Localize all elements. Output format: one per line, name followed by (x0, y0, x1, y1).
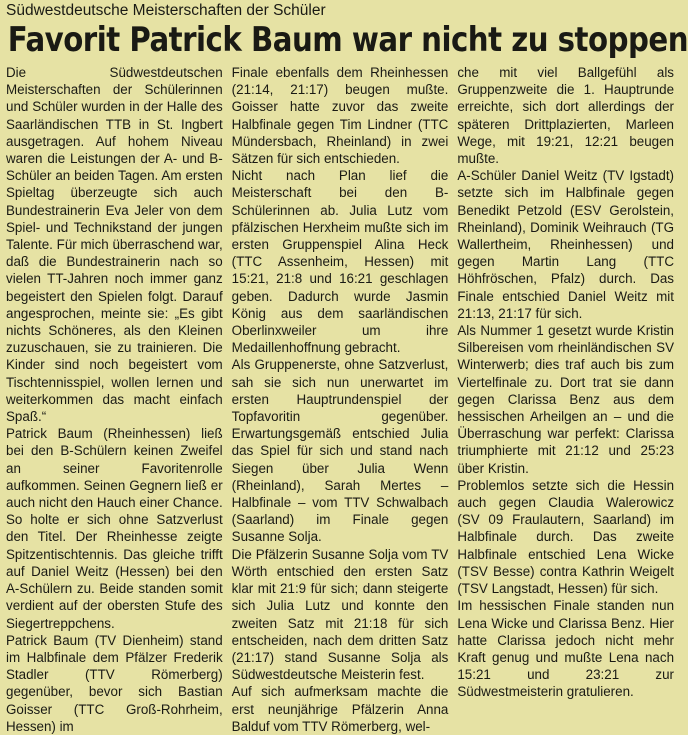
paragraph: Patrick Baum (TV Dienheim) stand im Halbfinale dem Pfälzer Frederik Stadler (TTV Römerberg) gegenüber, bevor sich Bastian Goisser (TTC Groß-Rohrheim, Hessen) im (6, 632, 223, 734)
article-column-3 (457, 64, 675, 700)
article-headline: Favorit Patrick Baum war nicht zu stoppen (7, 20, 688, 60)
paragraph: Patrick Baum (Rheinhessen) ließ bei den B-Schülern keinen Zweifel an seiner Favoritenrolle aufkommen. Seinen Gegnern ließ er auch nicht den Hauch einer Chance. So holte er sich ohne Satzverlust den Titel. Der Rheinhesse zeigte Spitzentischtennis. Das gleiche trifft auf Daniel Weitz (Hessen) bei den A-Schülern zu. Beide standen somit verdient auf der obersten Stufe des Siegertreppchens. (6, 426, 223, 631)
paragraph: Als Nummer 1 gesetzt wurde Kristin Silbereisen vom rheinländischen SV Winterwerb; dies traf auch bis zum Viertelfinale zu. Dort trat sie dann gegen Clarissa Benz aus dem hessischen Arheilgen an – und die Überraschung war perfekt: Clarissa triumphierte mit 21:12 und 25:23 über Kristin. (457, 323, 675, 476)
paragraph: Als Gruppenerste, ohne Satzverlust, sah sie sich nun unerwartet im ersten Hauptrundenspiel der Topfavoritin gegenüber. Erwartungsgemäß entschied Julia das Spiel für sich und stand nach Siegen über Julia Wenn (Rheinland), Sarah Mertes – Halbfinale – vom TTV Schwalbach (Saarland) im Finale gegen Susanne Solja. (231, 357, 449, 545)
paragraph: Nicht nach Plan lief die Meisterschaft bei den B-Schülerinnen ab. Julia Lutz vom pfälzischen Herxheim mußte sich im ersten Gruppenspiel Alina Heck (TTC Assenheim, Hessen) mit 15:21, 21:8 und 16:21 geschlagen geben. Dadurch wurde Jasmin König aus dem saarländischen Oberlinxweiler um ihre Medaillenhoffnung gebracht. (231, 168, 449, 356)
paragraph: A-Schüler Daniel Weitz (TV Igstadt) setzte sich im Halbfinale gegen Benedikt Petzold (ESV Gerolstein, Rheinland), Dominik Weihrauch (TG Wallertheim, Rheinhessen) und gegen Martin Lang (TTC Höhfröschen, Pfalz) durch. Das Finale entschied Daniel Weitz mit 21:13, 21:17 für sich. (457, 168, 675, 321)
article-kicker: Südwestdeutsche Meisterschaften der Schüler (6, 2, 326, 19)
paragraph: Problemlos setzte sich die Hessin auch gegen Claudia Walerowicz (SV 09 Fraulautern, Saarland) im Halbfinale durch. Das zweite Halbfinale entschied Lena Wicke (TSV Besse) contra Kathrin Weigelt (TSV Langstadt, Hessen) für sich. (457, 477, 675, 597)
article-column-1 (6, 64, 223, 734)
paragraph: che mit viel Ballgefühl als Gruppenzweite die 1. Hauptrunde erreichte, sich dort allerdings der späteren Drittplazierten, Marleen Wege, mit 19:21, 12:21 beugen mußte. (457, 65, 675, 167)
article-body (6, 64, 675, 734)
paragraph: Die Pfälzerin Susanne Solja vom TV Wörth entschied den ersten Satz klar mit 21:9 für sich; dann steigerte sich Julia Lutz und konnte den zweiten Satz mit 21:18 für sich entscheiden, nach dem dritten Satz (21:17) stand Susanne Solja als Südwestdeutsche Meisterin fest. (231, 546, 449, 683)
paragraph: Auf sich aufmerksam machte die erst neunjährige Pfälzerin Anna Balduf vom TTV Römerberg, wel- (231, 684, 449, 734)
paragraph: Die Südwestdeutschen Meisterschaften der Schülerinnen und Schüler wurden in der Halle des Saarländischen TTB in St. Ingbert ausgetragen. Auf hohem Niveau waren die Leistungen der A- und B-Schüler an beiden Tagen. Am ersten Spieltag überzeugte sich auch Bundestrainerin Eva Jeler von dem Spiel- und Technikstand der jungen Talente. Für mich überraschend war, daß die Bundestrainerin nach so vielen TT-Jahren noch immer ganz begeistert den Spielen folgt. Darauf angesprochen, meinte sie: „Es gibt nichts Schöneres, als den Kleinen zuzuschauen, sie zu trainieren. Die Kinder sind noch begeistert vom Tischtennisspiel, wollen lernen und weiterkommen das macht einfach Spaß.“ (6, 65, 223, 425)
paragraph: Im hessischen Finale standen nun Lena Wicke und Clarissa Benz. Hier hatte Clarissa jedoch nicht mehr Kraft genug und mußte Lena nach 15:21 und 23:21 zur Südwestmeisterin gratulieren. (457, 598, 675, 700)
paragraph: Finale ebenfalls dem Rheinhessen (21:14, 21:17) beugen mußte. Goisser hatte zuvor das zweite Halbfinale gegen Tim Lindner (TTC Mündersbach, Rheinland) in zwei Sätzen für sich entschieden. (231, 65, 449, 167)
article-column-2 (231, 64, 449, 734)
